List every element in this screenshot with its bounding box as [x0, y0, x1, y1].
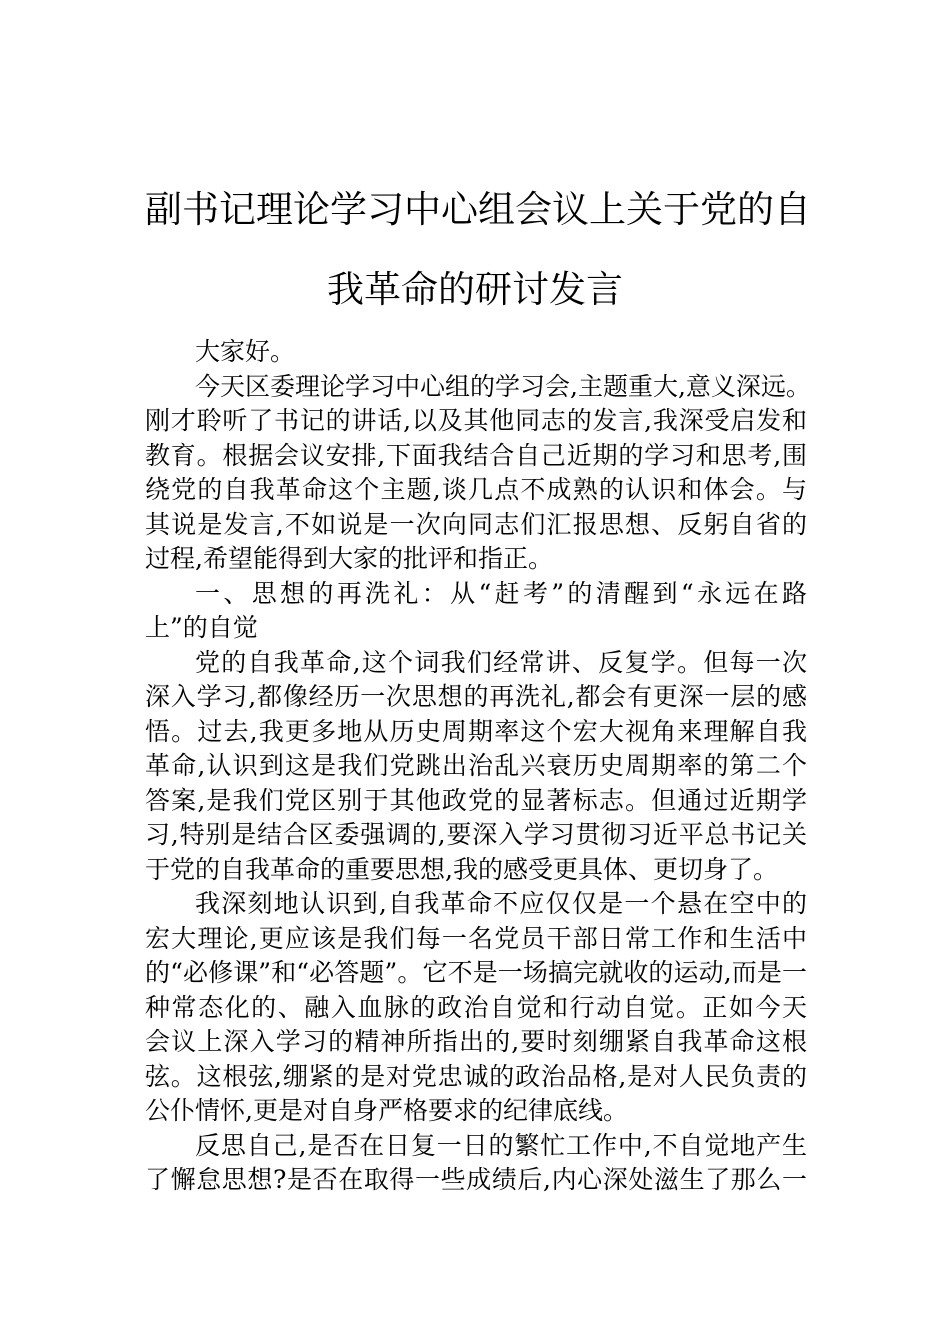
paragraph-line: 的“必修课”和“必答题”。它不是一场搞完就收的运动,而是一: [145, 958, 807, 987]
paragraph-line: 弦。这根弦,绷紧的是对党忠诚的政治品格,是对人民负责的: [145, 1061, 807, 1091]
paragraph-line: 刚才聆听了书记的讲话,以及其他同志的发言,我深受启发和: [145, 406, 807, 435]
paragraph-line: 反思自己,是否在日复一日的繁忙工作中,不自觉地产生: [195, 1130, 807, 1160]
paragraph-line: 种常态化的、融入血脉的政治自觉和行动自觉。正如今天: [145, 992, 807, 1022]
paragraph-line: 会议上深入学习的精神所指出的,要时刻绷紧自我革命这根: [145, 1027, 807, 1056]
document-body: [145, 335, 811, 1198]
paragraph-line: 革命,认识到这是我们党跳出治乱兴衰历史周期率的第二个: [145, 751, 807, 780]
paragraph-line: 教育。根据会议安排,下面我结合自己近期的学习和思考,围: [145, 440, 807, 470]
greeting-line: 大家好。: [195, 337, 296, 366]
paragraph-line: 悟。过去,我更多地从历史周期率这个宏大视角来理解自我: [145, 716, 807, 746]
paragraph-line: 于党的自我革命的重要思想,我的感受更具体、更切身了。: [145, 854, 778, 884]
paragraph-line: 过程,希望能得到大家的批评和指正。: [145, 544, 553, 573]
paragraph-line: 宏大理论,更应该是我们每一名党员干部日常工作和生活中: [145, 923, 807, 953]
paragraph-line: 答案,是我们党区别于其他政党的显著标志。但通过近期学: [145, 785, 807, 815]
paragraph-line: 今天区委理论学习中心组的学习会,主题重大,意义深远。: [195, 371, 811, 401]
paragraph-line: 了懈怠思想?是否在取得一些成绩后,内心深处滋生了那么一: [145, 1165, 807, 1194]
section-heading-line: 一、思想的再洗礼：从“赶考”的清醒到“永远在路: [195, 578, 807, 608]
paragraph-line: 绕党的自我革命这个主题,谈几点不成熟的认识和体会。与: [145, 475, 807, 504]
paragraph-line: 其说是发言,不如说是一次向同志们汇报思想、反躬自省的: [145, 509, 807, 539]
section-heading-line: 上”的自觉: [145, 613, 258, 642]
paragraph-line: 深入学习,都像经历一次思想的再洗礼,都会有更深一层的感: [145, 682, 807, 711]
paragraph-line: 我深刻地认识到,自我革命不应仅仅是一个悬在空中的: [195, 889, 807, 918]
paragraph-line: 公仆情怀,更是对自身严格要求的纪律底线。: [145, 1096, 628, 1125]
title-line-1: 副书记理论学习中心组会议上关于党的自: [145, 188, 811, 231]
paragraph-line: 党的自我革命,这个词我们经常讲、反复学。但每一次: [195, 647, 807, 677]
paragraph-line: 习,特别是结合区委强调的,要深入学习贯彻习近平总书记关: [145, 820, 807, 849]
document-title: [145, 170, 811, 330]
title-line-2: 我革命的研讨发言: [327, 268, 623, 311]
